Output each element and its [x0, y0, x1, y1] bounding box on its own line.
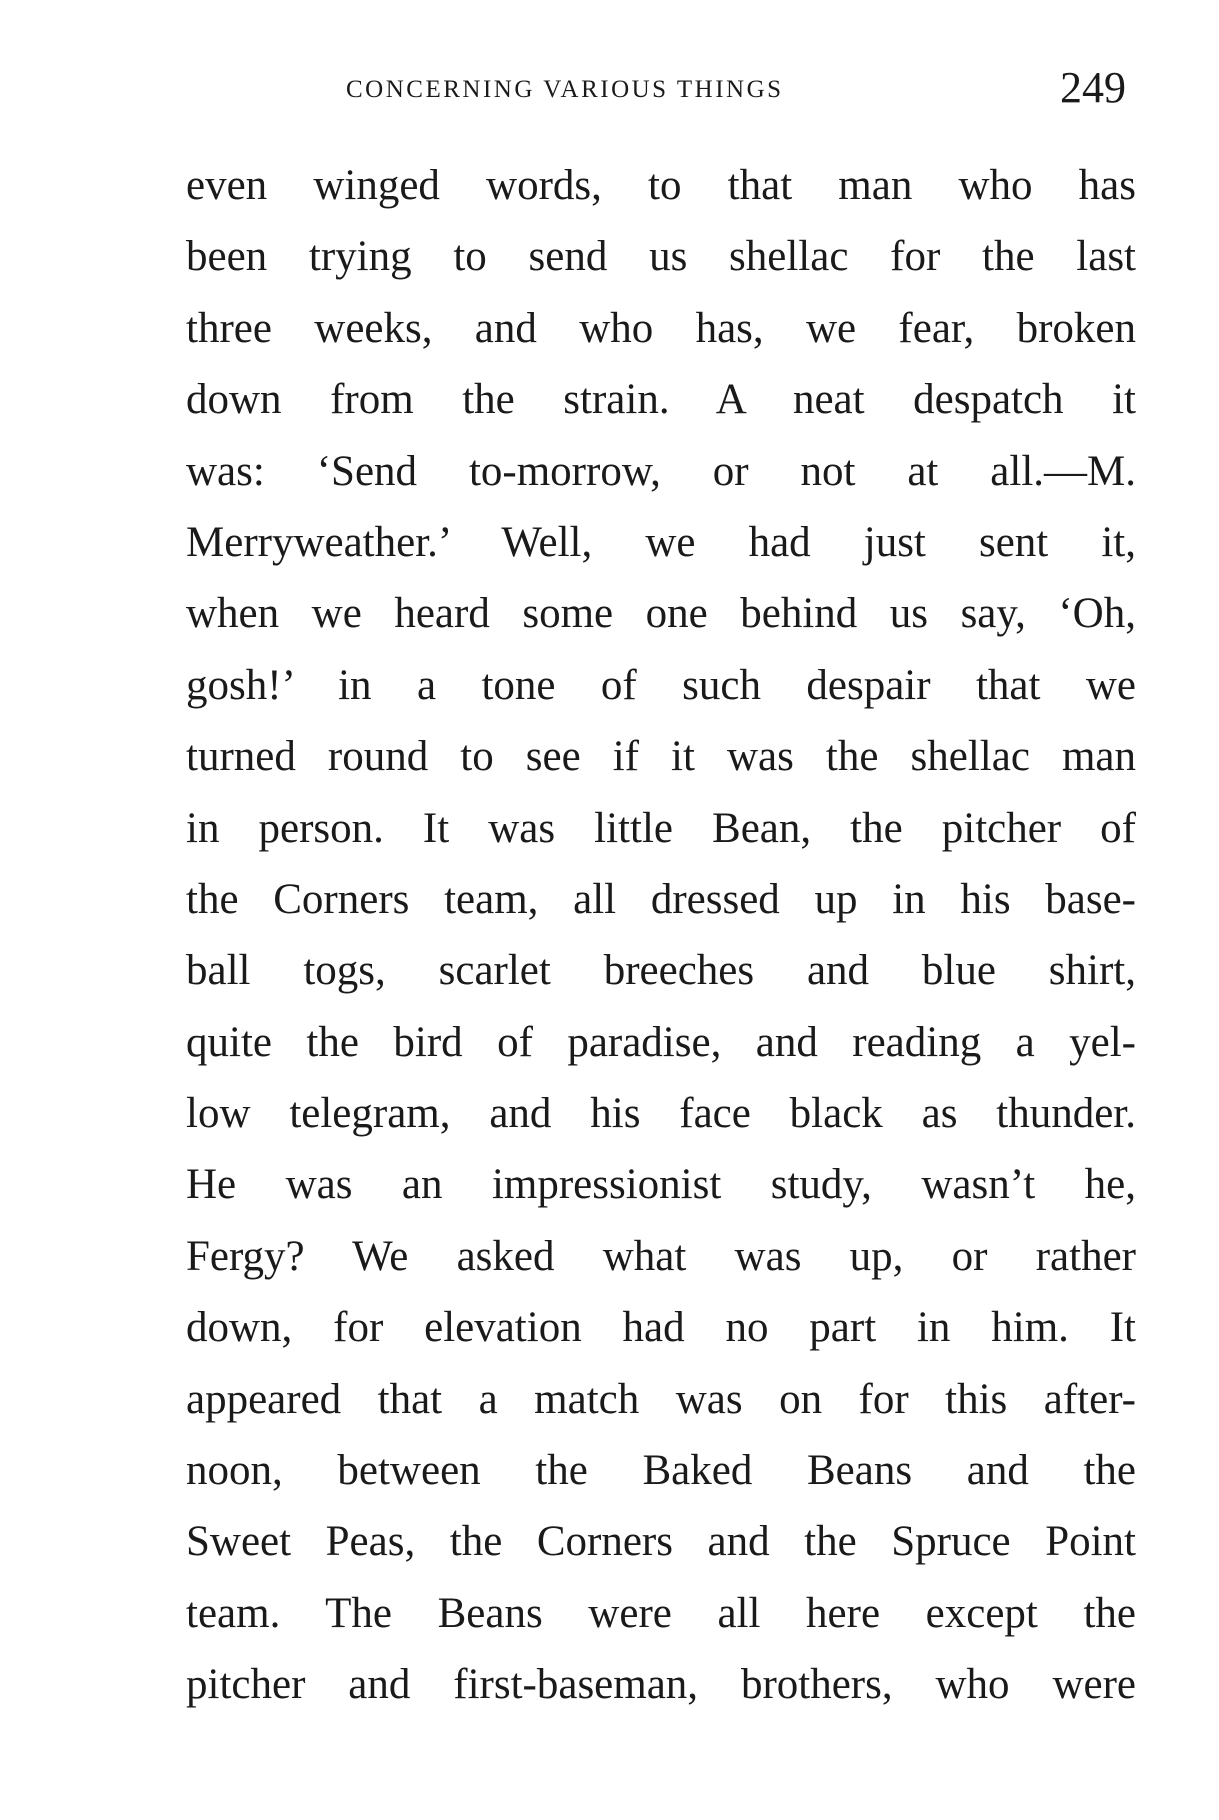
text-line: turned round to see if it was the shellac man — [186, 733, 1136, 781]
text-line: noon, between the Baked Beans and the — [186, 1447, 1136, 1495]
text-line: gosh!’ in a tone of such despair that we — [186, 661, 1136, 709]
text-line: team. The Beans were all here except the — [186, 1589, 1136, 1637]
page-number: 249 — [1060, 63, 1126, 112]
text-line: down from the strain. A neat despatch it — [186, 376, 1136, 424]
text-line: even winged words, to that man who has — [186, 162, 1136, 209]
text-line: pitcher and first-baseman, brothers, who were — [186, 1661, 1136, 1709]
text-line: three weeks, and who has, we fear, broken — [186, 304, 1136, 352]
running-title: CONCERNING VARIOUS THINGS — [346, 76, 784, 103]
text-line: was: ‘Send to-morrow, or not at all.—M. — [186, 447, 1136, 495]
text-line: down, for elevation had no part in him. It — [186, 1304, 1136, 1352]
text-line: ball togs, scarlet breeches and blue shirt, — [186, 947, 1136, 995]
text-line: quite the bird of paradise, and reading a yel- — [186, 1018, 1136, 1066]
text-line: Merryweather.’ Well, we had just sent it, — [186, 518, 1136, 566]
body-text — [186, 150, 1136, 1721]
running-head — [186, 62, 1136, 122]
text-line: Sweet Peas, the Corners and the Spruce Point — [186, 1518, 1136, 1566]
text-line: Fergy? We asked what was up, or rather — [186, 1232, 1136, 1280]
text-line: low telegram, and his face black as thunder. — [186, 1090, 1136, 1138]
text-line: He was an impressionist study, wasn’t he, — [186, 1161, 1136, 1209]
text-line: appeared that a match was on for this after- — [186, 1375, 1136, 1423]
text-line: been trying to send us shellac for the last — [186, 233, 1136, 281]
text-line: in person. It was little Bean, the pitcher of — [186, 804, 1136, 852]
text-line: when we heard some one behind us say, ‘Oh, — [186, 590, 1136, 638]
text-line: the Corners team, all dressed up in his base- — [186, 875, 1136, 923]
